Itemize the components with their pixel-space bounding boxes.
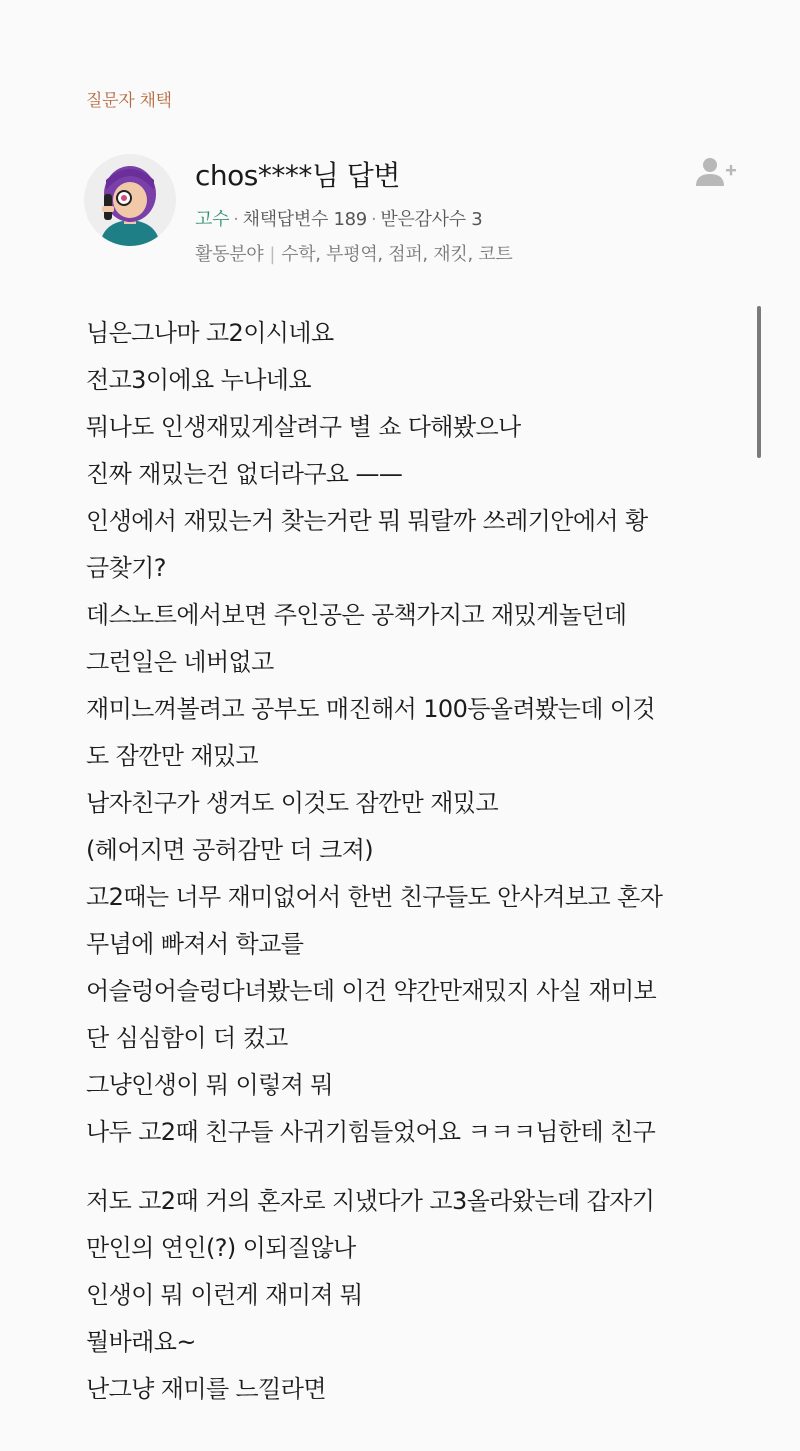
answer-paragraph [86, 310, 736, 1156]
answer-line: 진짜 재밌는건 없더라구요 —— [86, 460, 403, 488]
author-rank: 고수 [195, 209, 230, 230]
answer-line: 재미느껴볼려고 공부도 매진해서 100등올려봤는데 이것 [86, 695, 655, 723]
avatar-character-icon [84, 154, 176, 246]
answer-line: 만인의 연인(?) 이되질않나 [86, 1234, 356, 1262]
answer-line: 그냥인생이 뭐 이렇져 뭐 [86, 1071, 333, 1099]
answer-line: 뭘바래요~ [86, 1328, 196, 1356]
answer-line: 남자친구가 생겨도 이것도 잠깐만 재밌고 [86, 789, 499, 817]
answer-line: (헤어지면 공허감만 더 크져) [86, 836, 374, 864]
field-separator: | [269, 244, 276, 265]
thanks-label: 받은감사수 [380, 209, 466, 230]
add-user-icon[interactable] [694, 156, 738, 188]
thanks-count: 3 [471, 209, 483, 230]
field-label: 활동분야 [195, 244, 264, 265]
answer-line: 도 잠깐만 재밌고 [86, 742, 259, 770]
adopted-count: 189 [333, 209, 367, 230]
answer-line: 금찾기? [86, 554, 166, 582]
answer-line: 인생에서 재밌는거 찾는거란 뭐 뭐랄까 쓰레기안에서 황 [86, 507, 648, 535]
answer-line: 님은그나마 고2이시네요 [86, 319, 334, 347]
author-fields [195, 240, 512, 266]
separator-dot: · [370, 209, 377, 230]
answer-line: 데스노트에서보면 주인공은 공책가지고 재밌게놀던데 [86, 601, 627, 629]
answer-line: 난그냥 재미를 느낄라면 [86, 1375, 326, 1403]
answer-line: 인생이 뭐 이런게 재미져 뭐 [86, 1281, 363, 1309]
answer-line: 저도 고2때 거의 혼자로 지냈다가 고3올라왔는데 갑자기 [86, 1187, 655, 1215]
answer-line: 어슬렁어슬렁다녀봤는데 이건 약간만재밌지 사실 재미보 [86, 977, 657, 1005]
field-list: 수학, 부평역, 점퍼, 재킷, 코트 [281, 244, 513, 265]
answer-line: 그런일은 네버없고 [86, 648, 274, 676]
answer-body [86, 310, 736, 1413]
author-stats [195, 205, 482, 231]
separator-dot: · [233, 209, 239, 230]
answer-line: 나두 고2때 친구들 사귀기힘들었어요 ㅋㅋㅋ님한테 친구 [86, 1118, 656, 1146]
answer-line: 무념에 빠져서 학교를 [86, 930, 304, 958]
answer-line: 고2때는 너무 재미없어서 한번 친구들도 안사겨보고 혼자 [86, 883, 663, 911]
answer-line: 단 심심함이 더 컸고 [86, 1024, 288, 1052]
answer-paragraph [86, 1178, 736, 1413]
author-title[interactable]: chos****님 답변 [195, 159, 400, 192]
scrollbar[interactable] [757, 306, 761, 458]
adopted-badge: 질문자 채택 [86, 91, 172, 111]
answer-line: 뭐나도 인생재밌게살려구 별 쇼 다해봤으나 [86, 413, 521, 441]
adopted-label: 채택답변수 [242, 209, 329, 230]
avatar[interactable] [84, 154, 176, 246]
answer-line: 전고3이에요 누나네요 [86, 366, 311, 394]
